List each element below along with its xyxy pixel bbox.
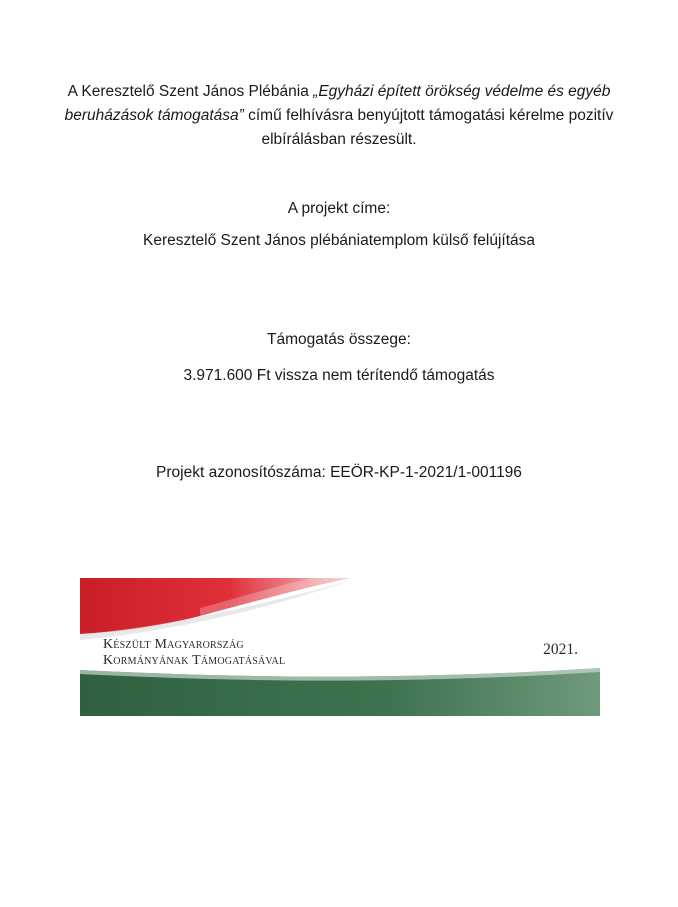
intro-call-title: „Egyházi épített örökség védelme és egyéb beruházások támogatása”	[64, 83, 611, 124]
banner-year: 2021.	[543, 641, 578, 658]
banner-caption-line1: Készült Magyarország	[103, 637, 244, 652]
project-id: Projekt azonosítószáma: EEÖR-KP-1-2021/1-001196	[156, 464, 522, 481]
intro-text-start: A Keresztelő Szent János Plébánia	[67, 83, 314, 100]
banner-caption-line2: Kormányának Támogatásával	[103, 653, 286, 668]
intro-paragraph	[60, 80, 618, 152]
intro-text-end: című felhívásra benyújtott támogatási kérelme pozitív elbírálásban részesült.	[243, 107, 614, 148]
project-title-label: A projekt címe:	[287, 200, 391, 217]
banner-caption	[103, 637, 285, 669]
support-amount: 3.971.600 Ft vissza nem térítendő támogatás	[183, 367, 495, 384]
support-amount-label: Támogatás összege:	[267, 331, 411, 348]
project-title: Keresztelő Szent János plébániatemplom külső felújítása	[142, 232, 536, 249]
government-support-banner	[80, 578, 600, 716]
